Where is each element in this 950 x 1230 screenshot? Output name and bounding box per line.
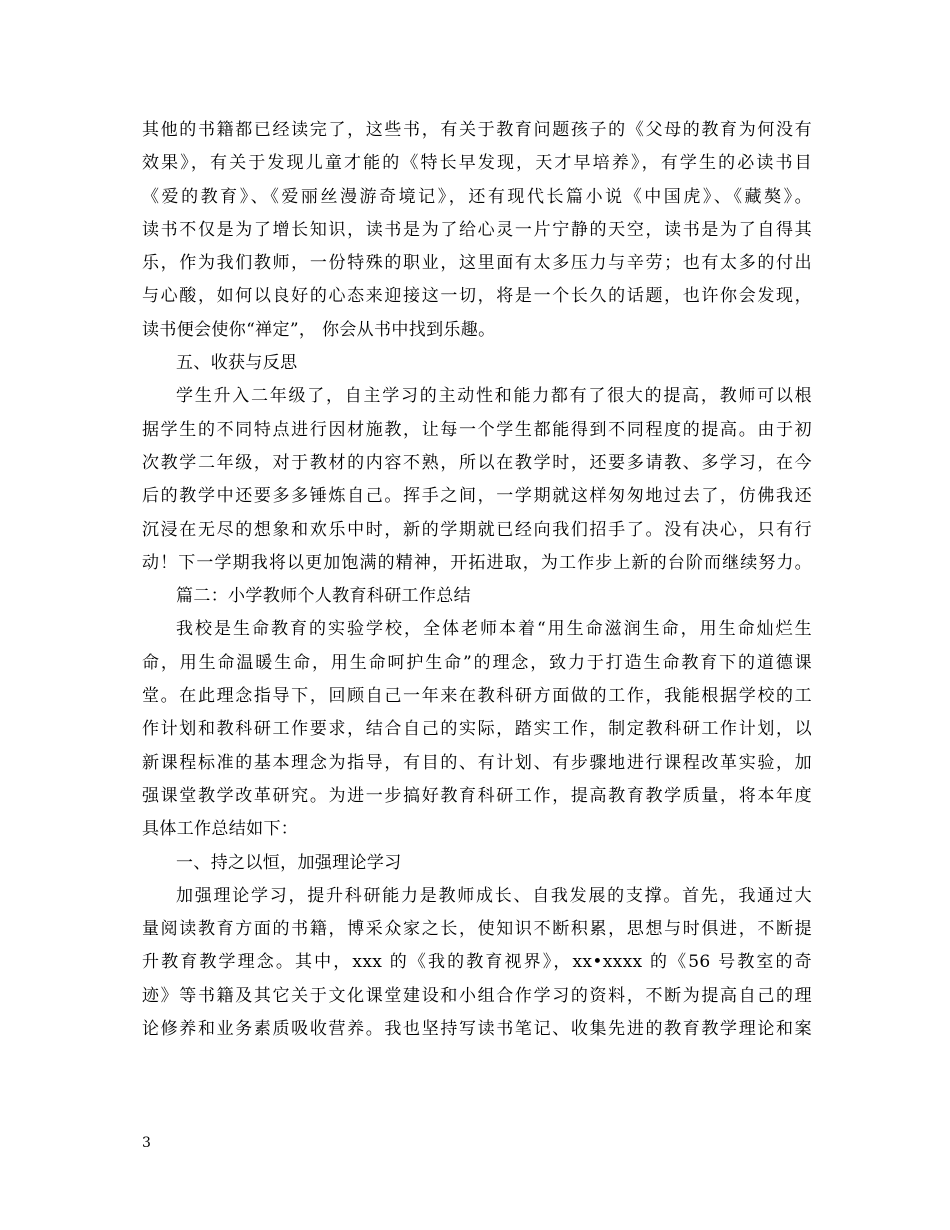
text-line: 效果》，有关于发现儿童才能的《特长早发现，天才早培养》，有学生的必读书目 [142, 153, 812, 174]
text-line: 作计划和教科研工作要求，结合自己的实际，踏实工作，制定教科研工作计划，以 [142, 719, 812, 740]
text-line: 动！下一学期我将以更加饱满的精神，开拓进取，为工作步上新的台阶而继续努力。 [142, 552, 812, 573]
text-line: 读书不仅是为了增长知识，读书是为了给心灵一片宁静的天空，读书是为了自得其 [142, 219, 812, 240]
section-heading: 一、持之以恒，加强理论学习 [176, 852, 402, 873]
text-line: 强课堂教学改革研究。为进一步搞好教育科研工作，提高教育教学质量，将本年度 [142, 785, 812, 806]
text-line: 《爱的教育》、《爱丽丝漫游奇境记》，还有现代长篇小说《中国虎》、《藏獒》。 [142, 186, 812, 207]
text-line: 读书便会使你“禅定”， 你会从书中找到乐趣。 [142, 319, 496, 340]
text-line: 加强理论学习，提升科研能力是教师成长、自我发展的支撑。首先，我通过大 [176, 885, 812, 906]
text-line: 学生升入二年级了，自主学习的主动性和能力都有了很大的提高，教师可以根 [176, 386, 812, 407]
text-line: 乐，作为我们教师，一份特殊的职业，这里面有太多压力与辛劳；也有太多的付出 [142, 253, 812, 274]
text-line: 具体工作总结如下： [142, 819, 299, 840]
text-line: 堂。在此理念指导下，回顾自己一年来在教科研方面做的工作，我能根据学校的工 [142, 686, 812, 707]
text-line: 量阅读教育方面的书籍，博采众家之长，使知识不断积累，思想与时俱进，不断提 [142, 919, 812, 940]
article-title: 篇二：小学教师个人教育科研工作总结 [176, 586, 471, 607]
text-line: 论修养和业务素质吸收营养。我也坚持写读书笔记、收集先进的教育教学理论和案 [142, 1019, 812, 1040]
page-number: 3 [142, 1135, 151, 1151]
text-line: 新课程标准的基本理念为指导，有目的、有计划、有步骤地进行课程改革实验，加 [142, 752, 812, 773]
text-line: 与心酸，如何以良好的心态来迎接这一切，将是一个长久的话题，也许你会发现， [142, 286, 812, 307]
text-line: 命，用生命温暖生命，用生命呵护生命”的理念，致力于打造生命教育下的道德课 [142, 652, 812, 673]
text-line: 次教学二年级，对于教材的内容不熟，所以在教学时，还要多请教、多学习，在今 [142, 452, 812, 473]
text-line: 沉浸在无尽的想象和欢乐中时，新的学期就已经向我们招手了。没有决心，只有行 [142, 519, 812, 540]
text-line: 其他的书籍都已经读完了，这些书，有关于教育问题孩子的《父母的教育为何没有 [142, 120, 812, 140]
text-line: 据学生的不同特点进行因材施教，让每一个学生都能得到不同程度的提高。由于初 [142, 419, 812, 440]
section-heading: 五、收获与反思 [176, 353, 298, 374]
text-line: 我校是生命教育的实验学校，全体老师本着“用生命滋润生命，用生命灿烂生 [176, 619, 812, 640]
document-body [142, 114, 812, 1046]
text-line: 升教育教学理念。其中，xxx 的《我的教育视界》，xx•xxxx 的《56 号教室的奇 [142, 952, 812, 973]
text-line: 迹》等书籍及其它关于文化课堂建设和小组合作学习的资料，不断为提高自己的理 [142, 985, 812, 1006]
text-line: 后的教学中还要多多锤炼自己。挥手之间，一学期就这样匆匆地过去了，仿佛我还 [142, 486, 812, 507]
